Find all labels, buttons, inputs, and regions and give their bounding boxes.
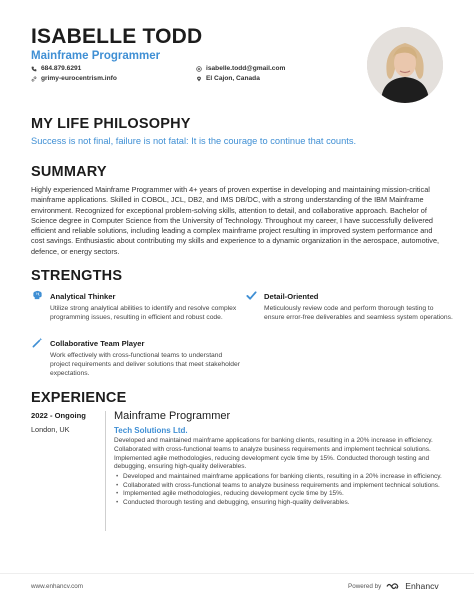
experience-timeline-line [105, 411, 106, 531]
candidate-title: Mainframe Programmer [31, 50, 161, 62]
experience-bullet: • Developed and maintained mainframe applications for banking clients, resulting in a 20% increase in efficiency. [114, 473, 444, 482]
strengths-heading: STRENGTHS [31, 268, 123, 284]
profile-photo [367, 27, 443, 103]
at-icon [196, 66, 202, 72]
strength-title: Collaborative Team Player [50, 339, 145, 348]
experience-bullet: • Conducted thorough testing and debugging, ensuring high-quality deliverables. [114, 499, 444, 508]
experience-description: Developed and maintained mainframe applications for banking clients, resulting in a 20% increase in efficiency. Collaborated with cross-functional teams to analyze business requirements and implement technical solutions. Implemented agile methodologies, reducing development cycle time by 15%. Conducted thorough testing and debugging, ensuring high-quality deliverables. [114, 437, 433, 471]
phone-text: 684.879.6291 [41, 65, 82, 72]
location-pin-icon [196, 76, 202, 82]
experience-role: Mainframe Programmer [114, 410, 231, 422]
brand-name: Enhancv [405, 581, 439, 591]
contact-location [196, 75, 260, 82]
enhancv-logo-icon [386, 582, 400, 591]
philosophy-heading: MY LIFE PHILOSOPHY [31, 116, 191, 132]
wand-icon [32, 337, 43, 348]
phone-icon [31, 66, 37, 72]
strength-desc: Utilize strong analytical abilities to identify and resolve complex programming issues, resulting in efficient and robust code. [50, 305, 237, 321]
strength-item [50, 339, 240, 378]
philosophy-quote: Success is not final, failure is not fatal: It is the courage to continue that counts. [31, 136, 357, 146]
strength-title: Analytical Thinker [50, 292, 116, 301]
check-icon [246, 290, 257, 301]
experience-bullet: • Implemented agile methodologies, reducing development cycle time by 15%. [114, 490, 444, 499]
experience-location: London, UK [31, 425, 70, 434]
link-icon [31, 76, 37, 82]
strength-title: Detail-Oriented [264, 292, 319, 301]
location-text: El Cajon, Canada [206, 75, 260, 82]
experience-bullet: • Collaborated with cross-functional teams to analyze business requirements and implement technical solutions. [114, 482, 444, 491]
strength-desc: Meticulously review code and perform thorough testing to ensure error-free deliverables and seamless system operations. [264, 305, 453, 321]
email-text[interactable]: isabelle.todd@gmail.com [206, 65, 286, 72]
candidate-name: ISABELLE TODD [31, 25, 203, 48]
footer-divider [0, 573, 474, 574]
contact-email[interactable] [196, 65, 285, 72]
strength-desc: Work effectively with cross-functional teams to understand project requirements and deliver solutions that meet stakeholder expectations. [50, 352, 240, 377]
strength-item [264, 292, 454, 322]
brain-icon [32, 290, 43, 301]
experience-bullet-list [114, 473, 444, 508]
contact-phone [31, 65, 81, 72]
footer-website[interactable]: www.enhancv.com [31, 583, 84, 590]
footer-powered-by [348, 581, 439, 591]
contact-website[interactable] [31, 75, 117, 82]
strength-item [50, 292, 240, 322]
summary-text: Highly experienced Mainframe Programmer with 4+ years of proven expertise in developing and maintaining mission-critical mainframe applications. Skilled in COBOL, JCL, DB2, and IMS DB/DC, with a strong understanding of the IBM Mainframe environment. Recognized for exceptional problem-solving skills, attention to detail, and collaborative approach. Bachelor of Science degree in Computer Science from the University of Technology. Throughout my career, I have successfully delivered efficient and reliable solutions, including leading a complex mainframe project resulting in improved system performance and cost savings. Enthusiastic about contributing my skills and experience to a dynamic organization in the aerospace, automotive, defence, or energy sectors. [31, 185, 440, 256]
powered-by-label: Powered by [348, 582, 382, 590]
experience-date: 2022 - Ongoing [31, 411, 86, 420]
experience-heading: EXPERIENCE [31, 390, 127, 406]
experience-company: Tech Solutions Ltd. [114, 426, 188, 435]
summary-heading: SUMMARY [31, 164, 107, 180]
website-text[interactable]: grimy-eurocentrism.info [41, 75, 117, 82]
